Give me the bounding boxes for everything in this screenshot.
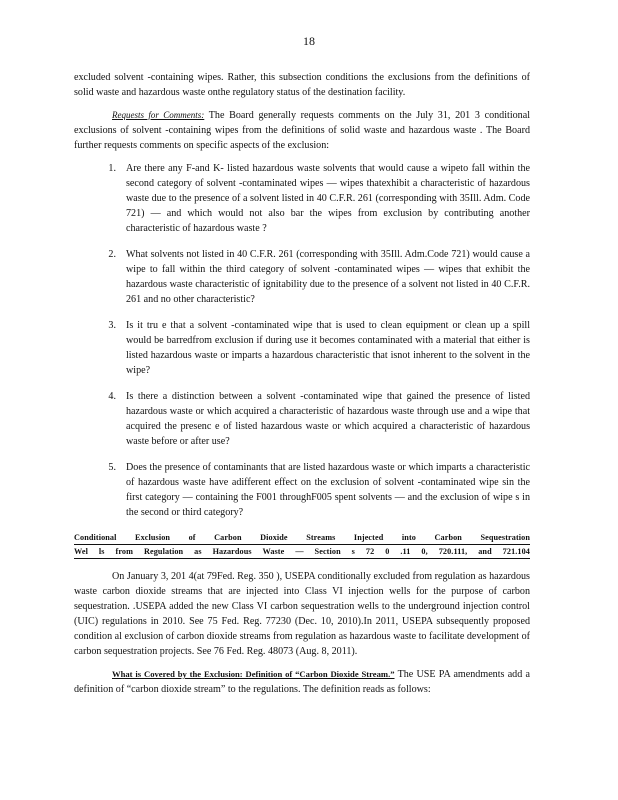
- question-text: Is there a distinction between a solvent -contaminated wipe that gained the presence of listed hazardous waste or which acquired a characteristic of hazardous waste through use and a wipe that acquired the presenc e of listed hazardous waste or which acquired a characteristic of hazardous waste before or after use?: [126, 391, 530, 447]
- paragraph-definition: [74, 667, 530, 697]
- definition-heading: What is Covered by the Exclusion: Definition of “Carbon Dioxide Stream.”: [112, 669, 395, 679]
- question-item: [74, 161, 530, 236]
- question-number: 2.: [108, 249, 116, 260]
- section-heading-line1: Conditional Exclusion of Carbon Dioxide Streams Injected into Carbon Sequestration: [74, 531, 530, 545]
- question-text: Does the presence of contaminants that are listed hazardous waste or which imparts a characteristic of hazardous waste have adifferent effect on the exclusion of solvent -contaminated wipe sin the first category — containing the F001 throughF005 spent solvents — and the exclusion of wipe s in the second or third category?: [126, 462, 530, 518]
- question-number: 5.: [108, 462, 116, 473]
- question-item: [74, 318, 530, 378]
- question-text: Are there any F-and K- listed hazardous waste solvents that would cause a wipeto fall within the second category of solvent -contaminated wipes — wipes thatexhibit a characteristic of hazardous waste due to the presence of a solvent listed in 40 C.F.R. 261 (corresponding with 35Ill. Adm. Code 721) — and which would not also bar the wipes from exclusion by contributing another characteristic of hazardous waste ?: [126, 163, 530, 234]
- question-item: [74, 460, 530, 520]
- question-number: 1.: [108, 163, 116, 174]
- question-item: [74, 247, 530, 307]
- question-list: [74, 161, 530, 520]
- question-number: 3.: [108, 320, 116, 331]
- page-number: 18: [303, 34, 315, 48]
- definition-text: The USE PA amendments add a definition of “carbon dioxide stream” to the regulations. The definition reads as follows:: [74, 669, 530, 695]
- paragraph-requests: [74, 108, 530, 153]
- question-item: [74, 389, 530, 449]
- paragraph-intro: excluded solvent -containing wipes. Rather, this subsection conditions the exclusions from the definitions of solid waste and hazardous waste onthe regulatory status of the destination facility.: [74, 72, 530, 98]
- requests-text: The Board generally requests comments on the July 31, 201 3 conditional exclusions of solvent -containing wipes from the definitions of solid waste and hazardous waste . The Board further requests comments on specific aspects of the exclusion:: [74, 110, 531, 151]
- question-number: 4.: [108, 391, 116, 402]
- section-heading: [74, 531, 530, 559]
- paragraph-carbon-exclusion: On January 3, 201 4(at 79Fed. Reg. 350 ), USEPA conditionally excluded from regulation as hazardous waste carbon dioxide streams that are injected into Class VI injection wells for the purpose of carbon sequestration. .USEPA added the new Class VI carbon sequestration wells to the underground injection control (UIC) regulations in 2010. See 75 Fed. Reg. 77230 (Dec. 10, 2010).In 2011, USEPA subsequently proposed condition al exclusion of carbon dioxide streams from regulation as hazardous waste to facilitate development of carbon sequestration projects. See 76 Fed. Reg. 48073 (Aug. 8, 2011).: [74, 571, 530, 657]
- page-content: [74, 70, 530, 705]
- question-text: Is it tru e that a solvent -contaminated wipe that is used to clean equipment or clean up a spill would be barredfrom exclusion if during use it becomes contaminated with a material that either is listed hazardous waste or imparts a hazardous characteristic that isnot inherent to the solvent in the wipe?: [126, 320, 530, 376]
- requests-heading: Requests for Comments:: [112, 110, 205, 120]
- question-text: What solvents not listed in 40 C.F.R. 261 (corresponding with 35Ill. Adm.Code 721) would cause a wipe to fall within the third category of solvent -contaminated wipes — wipes that exhibit the hazardous waste characteristic of ignitability due to the presence of a solvent not listed in 40 C.F.R. 261 and no other characteristic?: [126, 249, 530, 305]
- section-heading-line2: Wel ls from Regulation as Hazardous Waste — Section s 72 0 .11 0, 720.111, and 721.104: [74, 545, 530, 559]
